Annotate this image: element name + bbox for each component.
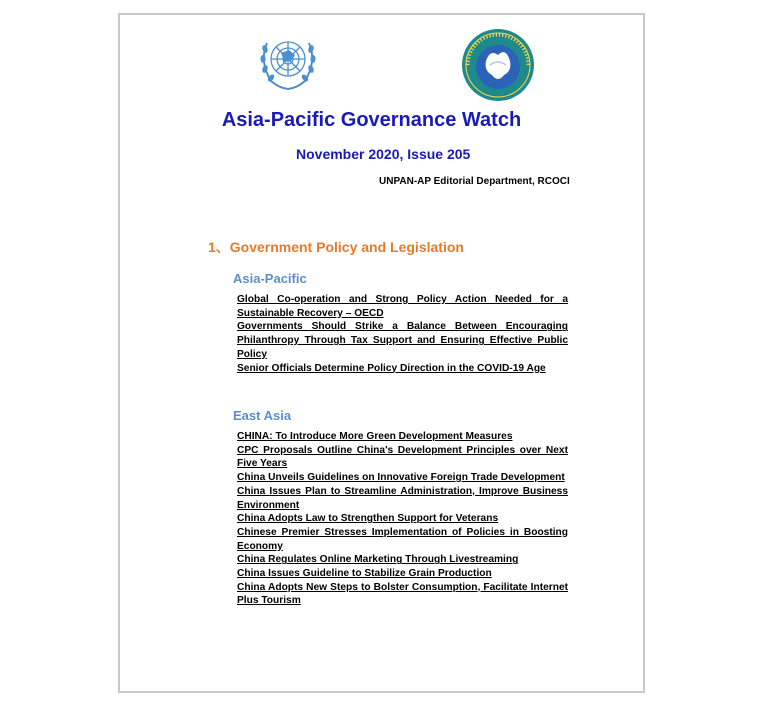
- article-link[interactable]: CPC Proposals Outline China's Development Principles over Next Five Years: [237, 444, 568, 470]
- document-page: [118, 13, 645, 693]
- un-emblem-logo: [253, 31, 323, 93]
- article-link[interactable]: China Adopts New Steps to Bolster Consumption, Facilitate Internet Plus Tourism: [237, 581, 568, 607]
- article-link[interactable]: CHINA: To Introduce More Green Development Measures: [237, 431, 513, 442]
- article-link[interactable]: China Unveils Guidelines on Innovative Foreign Trade Development: [237, 472, 565, 484]
- asia-pacific-article-list: [237, 293, 568, 375]
- article-link[interactable]: Global Co-operation and Strong Policy Action Needed for a Sustainable Recovery – OECD: [237, 294, 568, 319]
- article-link[interactable]: Chinese Premier Stresses Implementation of Policies in Boosting Economy: [237, 526, 568, 552]
- east-asia-article-list: [237, 430, 568, 608]
- article-link[interactable]: China Regulates Online Marketing Through Livestreaming: [237, 554, 519, 566]
- article-link[interactable]: China Adopts Law to Strengthen Support for Veterans: [237, 513, 499, 525]
- editorial-department: UNPAN-AP Editorial Department, RCOCI: [379, 176, 570, 187]
- region-heading-asia-pacific: Asia-Pacific: [233, 271, 307, 286]
- region-heading-east-asia: East Asia: [233, 408, 292, 423]
- article-link[interactable]: Governments Should Strike a Balance Between Encouraging Philanthropy Through Tax Support and Ensuring Effective Public Policy: [237, 321, 568, 360]
- newsletter-title: Asia-Pacific Governance Watch: [221, 109, 522, 131]
- issue-date: November 2020, Issue 205: [296, 146, 471, 162]
- article-link[interactable]: China Issues Guideline to Stabilize Grain Production: [237, 568, 492, 580]
- rcoci-seal-logo: [460, 25, 536, 105]
- article-link[interactable]: Senior Officials Determine Policy Direction in the COVID-19 Age: [237, 362, 546, 374]
- article-link[interactable]: China Issues Plan to Streamline Administration, Improve Business Environment: [237, 485, 568, 511]
- section-heading: 1、Government Policy and Legislation: [208, 239, 464, 255]
